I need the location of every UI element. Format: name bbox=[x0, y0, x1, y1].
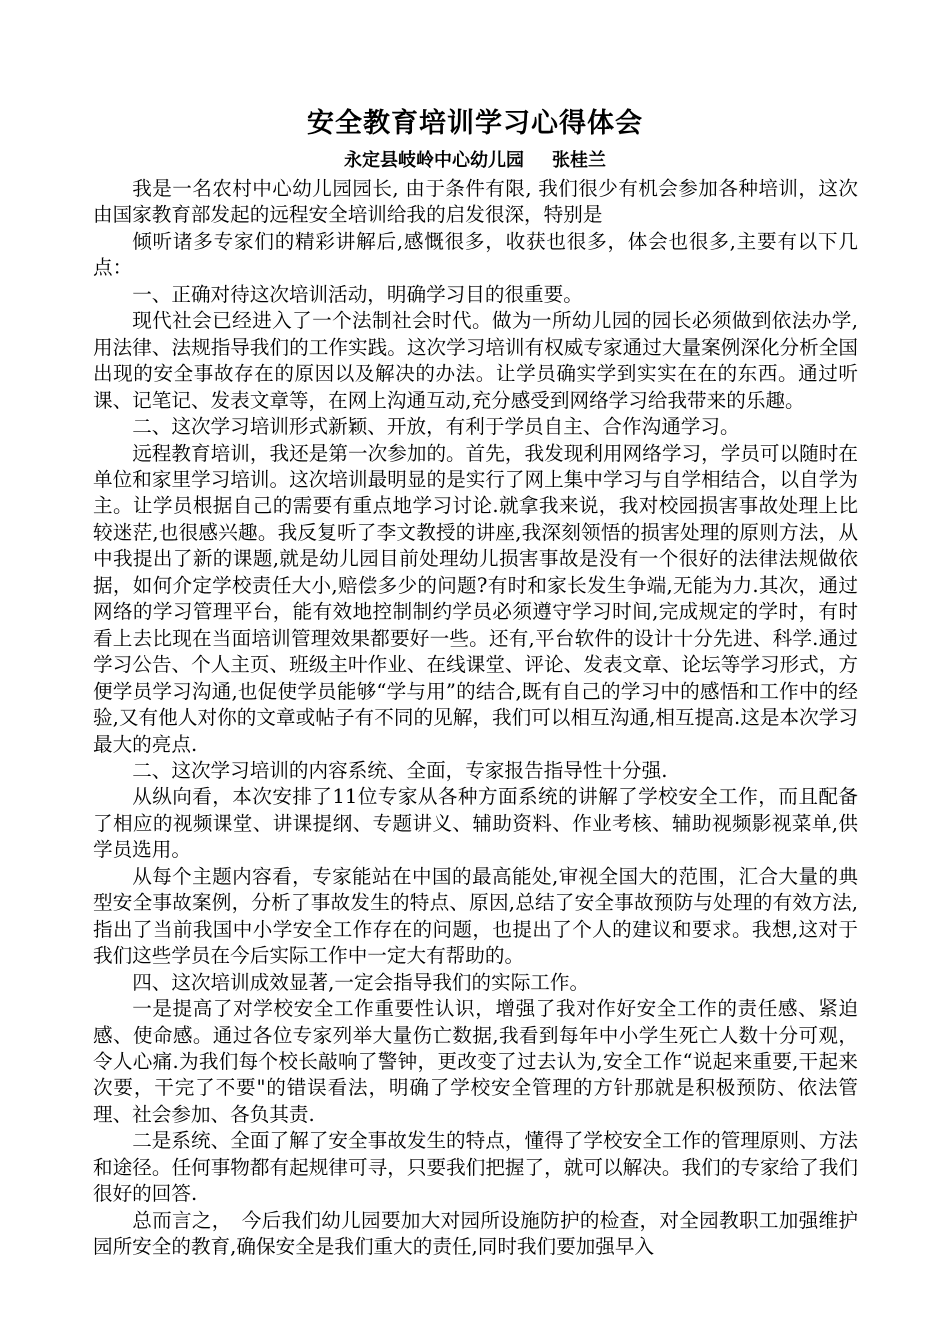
paragraph: 远程教育培训，我还是第一次参加的。首先，我发现利用网络学习，学员可以随时在单位和家里学习培训。这次培训最明显的是实行了网上集中学习与自学相结合，以自学为主。让学员根据自己的需要有重点地学习讨论.就拿我来说，我对校园损害事故处理上比较迷茫,也很感兴趣。我反复听了李文教授的讲座,我深刻领悟的损害处理的原则方法，从中我提出了新的课题,就是幼儿园目前处理幼儿损害事故是没有一个很好的法律法规做依据，如何介定学校责任大小,赔偿多少的问题?有时和家长发生争端,无能为力.其次，通过网络的学习管理平台，能有效地控制制约学员必须遵守学习时间,完成规定的学时，有时看上去比现在当面培训管理效果都要好一些。还有,平台软件的设计十分先进、科学.通过学习公告、个人主页、班级主叶作业、在线课堂、评论、发表文章、论坛等学习形式，方便学员学习沟通,也促使学员能够“学与用”的结合,既有自己的学习中的感悟和工作中的经验,又有他人对你的文章或帖子有不同的见解，我们可以相互沟通,相互提高.这是本次学习最大的亮点. bbox=[93, 441, 858, 756]
paragraph: 现代社会已经进入了一个法制社会时代。做为一所幼儿园的园长必须做到依法办学,用法律、法规指导我们的工作实践。这次学习培训有权威专家通过大量案例深化分析全国出现的安全事故存在的原因以及解决的办法。让学员确实学到实实在在的东西。通过听课、记笔记、发表文章等，在网上沟通互动,充分感受到网络学习给我带来的乐趣。 bbox=[93, 309, 858, 412]
section-heading-4: 四、这次培训成效显著,一定会指导我们的实际工作。 bbox=[132, 970, 590, 994]
paragraph: 一是提高了对学校安全工作重要性认识，增强了我对作好安全工作的责任感、紧迫感、使命感。通过各位专家列举大量伤亡数据,我看到每年中小学生死亡人数十分可观，令人心痛.为我们每个校长敲响了警钟，更改变了过去认为,安全工作“说起来重要,干起来次要，干完了不要"的错误看法，明确了学校安全管理的方针那就是积极预防、依法管理、社会参加、各负其责. bbox=[93, 997, 858, 1126]
author-organization: 永定县岐岭中心幼儿园 bbox=[344, 150, 524, 171]
paragraph-intro: 我是一名农村中心幼儿园园长, 由于条件有限, 我们很少有机会参加各种培训，这次由国家教育部发起的远程安全培训给我的启发很深，特别是 bbox=[93, 177, 858, 227]
section-heading-1: 一、正确对待这次培训活动，明确学习目的很重要。 bbox=[132, 282, 583, 306]
paragraph: 从纵向看，本次安排了11位专家从各种方面系统的讲解了学校安全工作，而且配备了相应的视频课堂、讲课提纲、专题讲义、辅助资料、作业考核、辅助视频影视菜单,供学员选用。 bbox=[93, 785, 858, 862]
author-line bbox=[0, 148, 950, 174]
author-name: 张桂兰 bbox=[552, 150, 606, 171]
document-title: 安全教育培训学习心得体会 bbox=[307, 108, 643, 139]
paragraph-intro-continued: 倾听诸多专家们的精彩讲解后,感慨很多，收获也很多，体会也很多,主要有以下几点： bbox=[93, 229, 858, 280]
paragraph-conclusion: 总而言之， 今后我们幼儿园要加大对园所设施防护的检查，对全园教职工加强维护园所安全的教育,确保安全是我们重大的责任,同时我们要加强早入 bbox=[93, 1208, 858, 1259]
document-body bbox=[93, 176, 858, 1261]
section-heading-3: 二、这次学习培训的内容系统、全面，专家报告指导性十分强. bbox=[132, 758, 668, 782]
paragraph: 从每个主题内容看，专家能站在中国的最高能处,审视全国大的范围，汇合大量的典型安全事故案例，分析了事故发生的特点、原因,总结了安全事故预防与处理的有效方法,指出了当前我国中小学安全工作存在的问题，也提出了个人的建议和要求。我想,这对于我们这些学员在今后实际工作中一定大有帮助的。 bbox=[93, 864, 858, 968]
paragraph: 二是系统、全面了解了安全事故发生的特点，懂得了学校安全工作的管理原则、方法和途径。任何事物都有起规律可寻，只要我们把握了，就可以解决。我们的专家给了我们很好的回答. bbox=[93, 1129, 858, 1206]
section-heading-2: 二、这次学习培训形式新颖、开放，有利于学员自主、合作沟通学习。 bbox=[132, 415, 740, 439]
